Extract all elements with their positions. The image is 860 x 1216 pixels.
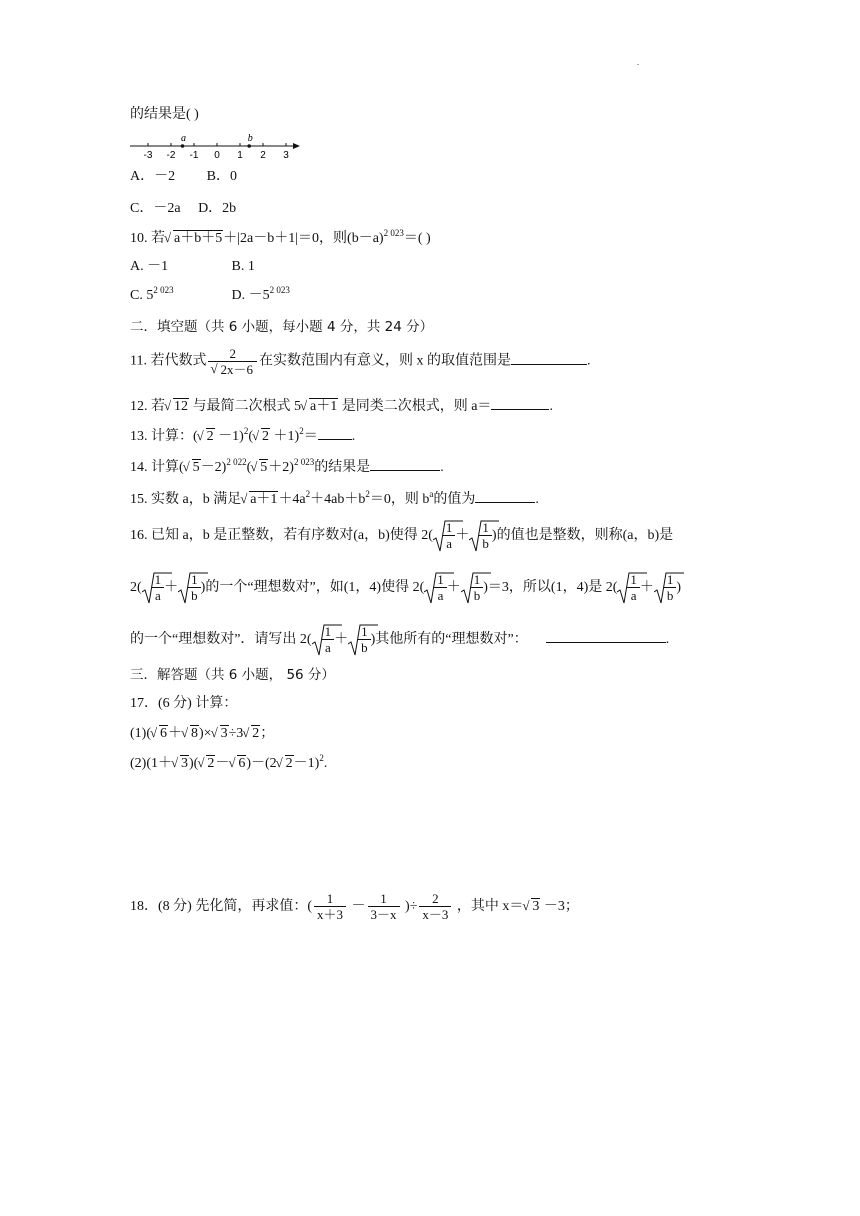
radical-fraction: $\frac{1}{b}$ <box>654 572 677 604</box>
q16-answer-blank[interactable] <box>546 630 666 643</box>
q15-answer-blank[interactable] <box>475 490 535 503</box>
q9-options-ab <box>130 168 237 186</box>
q10-option-c[interactable]: C. $5^{2 023}$ <box>130 285 174 303</box>
section-3-heading: 三．解答题（共 6 小题， 56 分） <box>130 667 335 683</box>
q13-answer-blank[interactable] <box>318 427 352 440</box>
q16-expression <box>312 624 371 656</box>
radical-fraction: $\frac{1}{a}$ <box>142 572 165 604</box>
q16-expression <box>142 572 201 604</box>
radical-fraction: $\frac{1}{b}$ <box>461 572 484 604</box>
q12-answer-blank[interactable] <box>491 397 549 410</box>
q16-expression <box>433 520 492 552</box>
q10-stem: 10. 若√ a＋b＋5＋|2a－b＋1|＝0，则$(b-a)^{2 023}=$( ) <box>130 230 431 248</box>
q11-answer-blank[interactable] <box>511 352 587 365</box>
q16-expression <box>617 572 676 604</box>
q10-option-a[interactable]: A. －1 <box>130 259 169 274</box>
q9-option-a[interactable]: A．－2 <box>130 169 176 184</box>
q12: 12. 若√ 12 与最简二次根式 5√ a＋1 是同类二次根式，则 a＝ . <box>130 397 553 416</box>
number-line-tick-label: 2 <box>260 150 266 161</box>
q16-expression <box>424 572 483 604</box>
number-line-tick-label: 0 <box>214 150 220 161</box>
plus-sign: ＋ <box>455 528 470 544</box>
q11: 11. 若代数式 2 √ 2x－6 在实数范围内有意义，则 x 的取值范围是 . <box>130 346 591 377</box>
q13: 13. 计算：(√ 2 －1)$^2$(√ 2 ＋1)$^2$＝ . <box>130 427 355 446</box>
number-line-tick-label: 1 <box>237 150 243 161</box>
q9-stem-tail: 的结果是( ) <box>130 107 199 122</box>
number-line <box>128 130 303 162</box>
radical-fraction: $\frac{1}{a}$ <box>312 624 335 656</box>
number-line-tick-label: -1 <box>189 150 199 161</box>
radical-fraction: $\frac{1}{a}$ <box>433 520 456 552</box>
q16-line-1: 16. 已知 a，b 是正整数，若有序数对(a，b)使得 2( $\frac{1}{a}$ ＋ $\frac{1}{b}$ )的值也是整数，则称(a，b)是 <box>130 520 674 552</box>
header-mark: . <box>637 58 639 67</box>
q17-part-2: (2)(1＋√ 3)(√ 2－√ 6)－(2√ 2－1)$^2$. <box>130 755 327 773</box>
q14-answer-blank[interactable] <box>370 458 440 471</box>
number-line-tick-label: -3 <box>143 150 153 161</box>
plus-sign: ＋ <box>446 580 461 596</box>
q10-option-d[interactable]: D. $-5^{2 023}$ <box>231 285 290 303</box>
q17-part-1: (1)(√ 6＋√ 8)×√ 3÷3√ 2； <box>130 725 274 743</box>
radical-fraction: $\frac{1}{b}$ <box>469 520 492 552</box>
number-line-point-a <box>181 144 185 148</box>
number-line-point-b <box>247 144 251 148</box>
radical-fraction: $\frac{1}{a}$ <box>424 572 447 604</box>
number-line-label-b: b <box>247 133 253 144</box>
plus-sign: ＋ <box>334 632 349 648</box>
q10-options-ab <box>130 258 255 276</box>
radical-fraction: $\frac{1}{b}$ <box>178 572 201 604</box>
q9-option-d[interactable]: D．2b <box>198 201 237 216</box>
radical-fraction: $\frac{1}{a}$ <box>617 572 640 604</box>
number-line-label-a: a <box>181 133 186 144</box>
q16-line-3: 的一个“理想数对”．请写出 2( $\frac{1}{a}$ ＋ $\frac{1}{b}$ )其他所有的“理想数对”： . <box>130 624 670 656</box>
q9-options-cd <box>130 200 236 218</box>
radical-fraction: $\frac{1}{b}$ <box>348 624 371 656</box>
q10-options-cd <box>130 287 290 305</box>
q16-line-2: 2( $\frac{1}{a}$ ＋ $\frac{1}{b}$ )的一个“理想数对”，如(1，4)使得 2( $\frac{1}{a}$ ＋ $\frac{1}{b}$ )＝3，所以(1，4)是 2( $\frac{1}{a}$ ＋ $\frac{1}{b}$ ) <box>130 572 681 604</box>
number-line-tick-label: 3 <box>283 150 289 161</box>
section-2-heading: 二．填空题（共 6 小题，每小题 4 分，共 24 分） <box>130 319 434 335</box>
number-line-tick-label: -2 <box>166 150 176 161</box>
q14: 14. 计算(√ 5－2)$^{2 022}$(√ 5＋2)$^{2 023}$的结果是 . <box>130 458 444 477</box>
plus-sign: ＋ <box>639 580 654 596</box>
q18: 18．(8 分) 先化简，再求值：( $\frac{1}{x+3}$ － $\frac{1}{3-x}$ )÷ $\frac{2}{x-3}$ ，其中 x＝√ 3 －3； <box>130 890 579 924</box>
q17-title: 17．(6 分) 计算： <box>130 696 238 711</box>
q15: 15. 实数 a，b 满足√ $a+1+4a^2+4ab+b^2=0$，则 $b^a$的值为 . <box>130 490 539 509</box>
q10-option-b[interactable]: B. 1 <box>231 259 255 274</box>
plus-sign: ＋ <box>164 580 179 596</box>
q9-option-b[interactable]: B．0 <box>206 169 237 184</box>
q9-option-c[interactable]: C．－2a <box>130 201 181 216</box>
